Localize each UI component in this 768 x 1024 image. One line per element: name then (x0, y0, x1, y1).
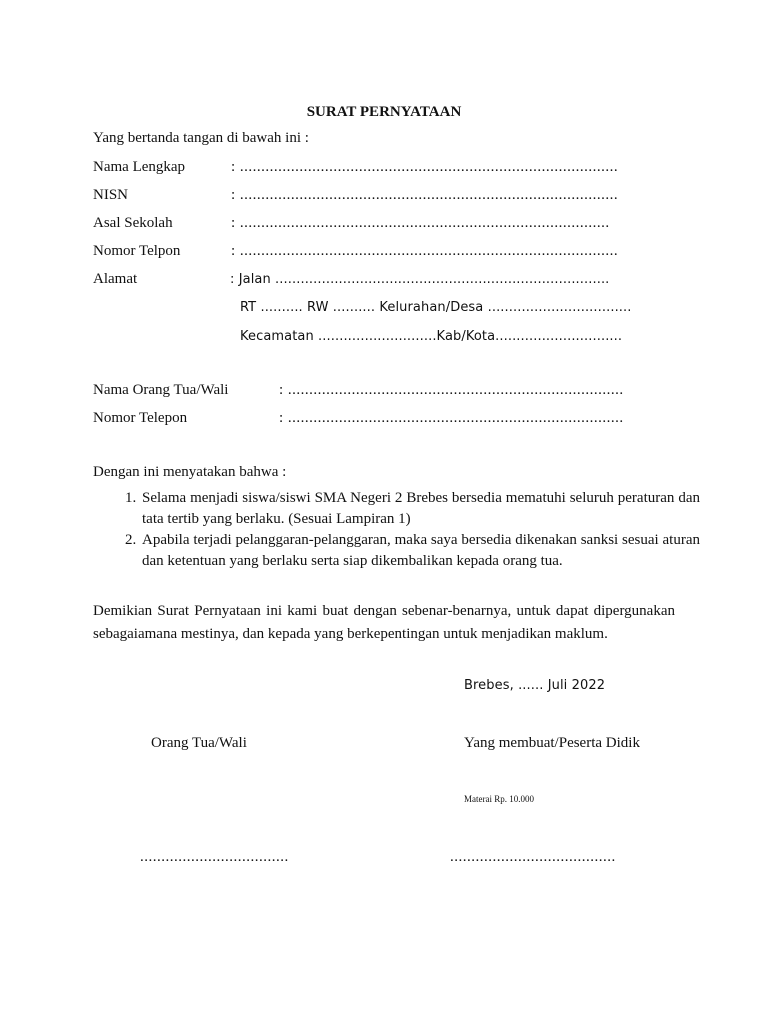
place-date: Brebes, ...... Juli 2022 (464, 678, 606, 693)
signature-line-parent: ................................... (140, 849, 289, 865)
statement-item: 1. Selama menjadi siswa/siswi SMA Negeri 2 Brebes bersedia mematuhi seluruh peraturan dan tata tertib yang berlaku. (Sesuai Lampiran 1) (140, 488, 700, 530)
intro-text: Yang bertanda tangan di bawah ini : (93, 130, 309, 146)
field-label-nomor-telpon: Nomor Telpon (93, 243, 181, 259)
field-value-nomor-telepon: : ............................................................................... (279, 410, 624, 426)
field-value-nama-lengkap: : ......................................................................................... (231, 159, 619, 175)
field-label-nama-lengkap: Nama Lengkap (93, 159, 186, 175)
statement-item: 2. Apabila terjadi pelanggaran-pelanggaran, maka saya bersedia dikenakan sanksi sesuai aturan dan ketentuan yang berlaku serta siap dikembalikan kepada orang tua. (140, 530, 700, 572)
address-line-kecamatan: Kecamatan ............................Kab/Kota.............................. (240, 329, 623, 344)
address-line-jalan: : Jalan ............................................................................... (230, 272, 610, 287)
signature-label-student: Yang membuat/Peserta Didik (464, 735, 640, 751)
closing-paragraph: Demikian Surat Pernyataan ini kami buat dengan sebenar-benarnya, untuk dapat dipergunakan sebagaiamana mestinya, dan kepada yang berkepentingan untuk menjadikan maklum. (93, 603, 675, 642)
statement-intro: Dengan ini menyatakan bahwa : (93, 464, 287, 480)
signature-line-student: ....................................... (450, 849, 616, 865)
field-label-nama-orang-tua: Nama Orang Tua/Wali (93, 382, 229, 398)
address-line-rt-rw: RT .......... RW .......... Kelurahan/Desa .................................. (240, 300, 632, 315)
field-value-nomor-telpon: : ......................................................................................... (231, 243, 619, 259)
document-title: SURAT PERNYATAAN (306, 104, 462, 120)
signature-label-parent: Orang Tua/Wali (151, 735, 247, 751)
field-value-asal-sekolah: : ....................................................................................... (231, 215, 610, 231)
statement-list (115, 488, 700, 572)
materai-note: Materai Rp. 10.000 (464, 794, 534, 804)
field-value-nisn: : ......................................................................................... (231, 187, 619, 203)
field-label-asal-sekolah: Asal Sekolah (93, 215, 173, 231)
field-label-nomor-telepon: Nomor Telepon (93, 410, 188, 426)
field-label-nisn: NISN (93, 187, 129, 203)
field-label-alamat: Alamat (93, 271, 138, 287)
field-value-nama-orang-tua: : ............................................................................... (279, 382, 624, 398)
